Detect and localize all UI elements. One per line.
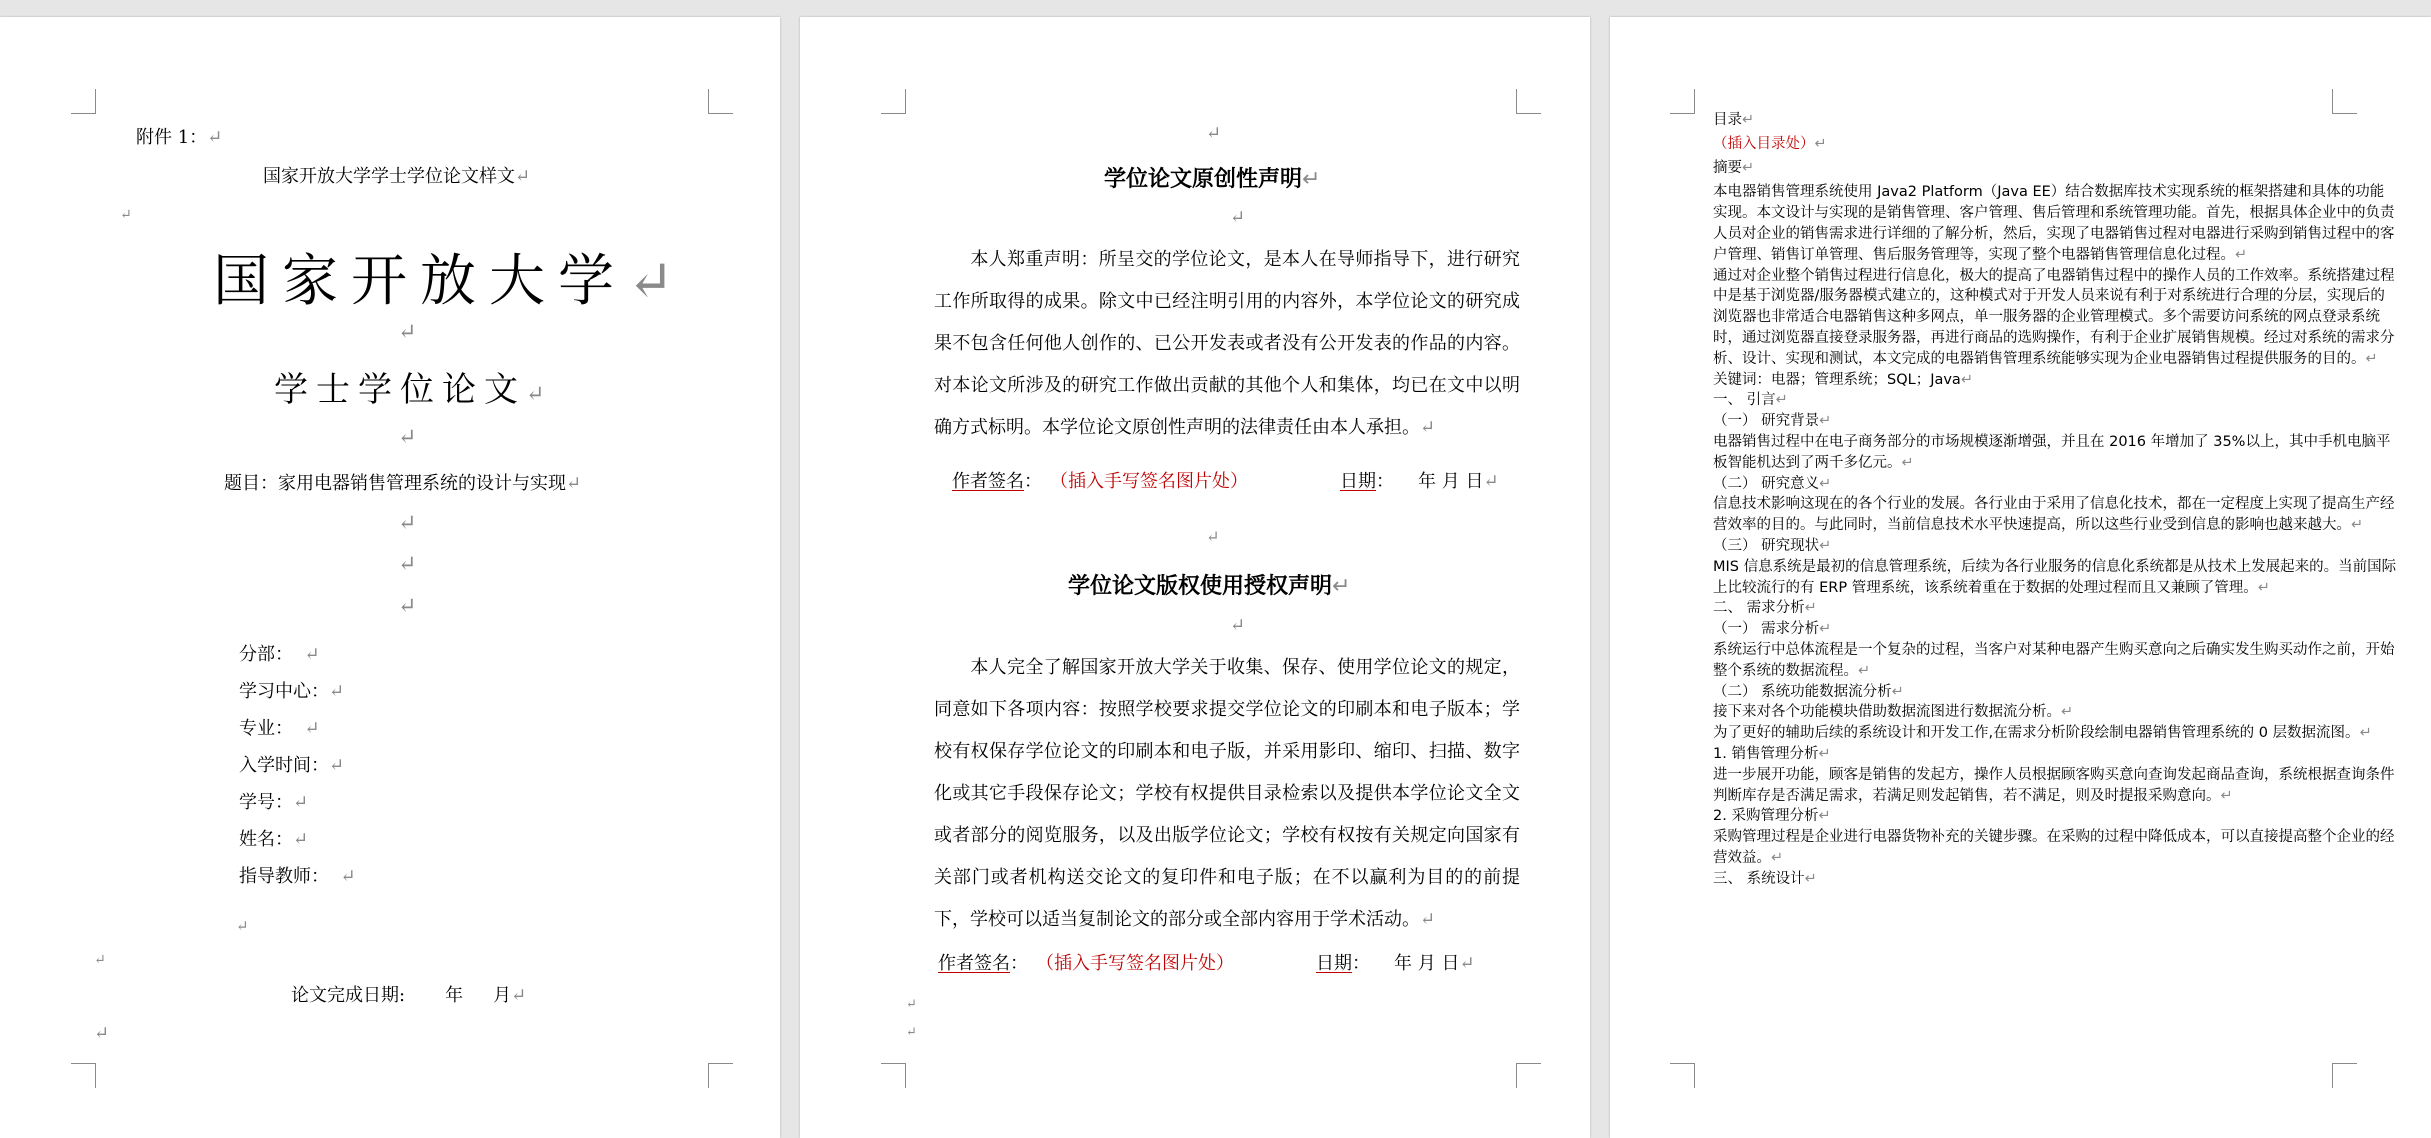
cover-page: 附件 1：↵ 国家开放大学学士学位论文样文↵ ↵ 国家开放大学↵ ↵ 学士学位论文↵ ↵ 题目：家用电器销售管理系统的设计与实现↵ ↵ ↵ ↵ 分部： ↵ 学习中心：↵ 专业： ↵ 入学时间：↵ 学号：↵ 姓名：↵ 指导教师： ↵ ↵ ↵ 论文完成日期: 年 月↵ ↵	[0, 17, 780, 1138]
degree-title: 学士学位论文	[274, 370, 526, 410]
completion-year: 年	[445, 985, 464, 1006]
insert-toc-placeholder: （插入目录处）	[1713, 135, 1815, 152]
section-system-design: 三、 系统设计	[1713, 870, 1805, 887]
declaration-page: ↵ 学位论文原创性声明↵ ↵ 本人郑重声明：所呈交的学位论文，是本人在导师指导下，进行研究工作所取得的成果。除文中已经注明引用的内容外，本学位论文的研究成果不包含任何他人创作的、已公开发表或者没有公开发表的作品的内容。对本论文所涉及的研究工作做出贡献的其他个人和集体，均已在文中以明确方式标明。本学位论文原创性声明的法律责任由本人承担。↵ 作者签名： （插入手写签名图片处） 日期： 年 月 日↵ ↵ 学位论文版权使用授权声明↵ ↵ 本人完全了解国家开放大学关于收集、保存、使用学位论文的规定，同意如下各项内容：按照学校要求提交学位论文的印刷本和电子版本；学校有权保存学位论文的印刷本和电子版，并采用影印、缩印、扫描、数字化或其它手段保存论文；学校有权提供目录检索以及提供本学位论文全文或者部分的阅览服务，以及出版学位论文；学校有权按有关规定向国家有关部门或者机构送交论文的复印件和电子版；在不以赢利为目的的前提下，学校可以适当复制论文的部分或全部内容用于学术活动。↵ 作者签名： （插入手写签名图片处） 日期： 年 月 日↵ ↵ ↵	[800, 17, 1590, 1138]
author-signature-label-2: 作者签名	[938, 953, 1010, 974]
contents-page	[1610, 17, 2431, 1138]
background-text: 电器销售过程中在电子商务部分的市场规模逐渐增强，并且在 2016 年增加了 35%以上，其中手机电脑平板智能机达到了两千多亿元。	[1713, 433, 2391, 471]
crop-mark	[71, 1063, 96, 1088]
item-purchase-analysis: 2. 采购管理分析	[1713, 808, 1819, 825]
annex-label: 附件 1：	[136, 127, 208, 148]
subsection-background: （一） 研究背景	[1713, 413, 1820, 430]
field-advisor: 指导教师：	[239, 866, 329, 887]
sales-analysis-text: 进一步展开功能，顾客是销售的发起方，操作人员根据顾客购买意向查询发起商品查询，系统根据查询条件判断库存是否满足需求，若满足则发起销售，若不满足，则及时提报采购意向。	[1713, 766, 2395, 804]
completion-month: 月	[493, 985, 512, 1006]
subsection-requirements: （一） 需求分析	[1713, 621, 1820, 638]
copyright-title: 学位论文版权使用授权声明	[1068, 574, 1333, 599]
subsection-significance: （二） 研究意义	[1713, 475, 1820, 492]
crop-mark	[708, 89, 733, 114]
section-introduction: 一、 引言	[1713, 392, 1776, 409]
crop-mark	[1516, 1063, 1541, 1088]
author-signature-label: 作者签名	[952, 471, 1024, 492]
subsection-status: （三） 研究现状	[1713, 537, 1820, 554]
contents-body: 目录↵ （插入目录处）↵ 摘要↵ 本电器销售管理系统使用 Java2 Platform（Java EE）结合数据库技术实现系统的框架搭建和具体的功能实现。本文设计与实现的是销售管理、客户管理、售后管理和系统管理功能。首先，根据具体企业中的负责人员对企业的销售需求进行详细的了解分析，然后，实现了电器销售过程对电器进行采购到销售过程中的客户管理、销售订单管理、售后服务管理等，实现了整个电器销售管理信息化过程。↵ 通过对企业整个销售过程进行信息化，极大的提高了电器销售过程中的操作人员的工作效率。系统搭建过程中是基于浏览器/服务器模式建立的，这种模式对于开发人员来说有利于对系统进行合理的分层，实现后的浏览器也非常适合电器销售这种多网点，单一服务器的企业管理模式。多个需要访问系统的网点登录系统时，通过浏览器直接登录服务器，再进行商品的选购操作，有利于企业扩展销售规模。经过对系统的需求分析、设计、实现和测试，本文完成的电器销售管理系统能够实现为企业电器销售过程提供服务的目的。↵ 关键词：电器；管理系统；SQL；Java↵ 一、 引言↵ （一） 研究背景↵ 电器销售过程中在电子商务部分的市场规模逐渐增强，并且在 2016 年增加了 35%以上，其中手机电脑平板智能机达到了两千多亿元。↵ （二） 研究意义↵ 信息技术影响这现在的各个行业的发展。各行业由于采用了信息化技术，都在一定程度上实现了提高生产经营效率的目的。与此同时，当前信息技术水平快速提高，所以这些行业受到信息的影响也越来越大。↵ （三） 研究现状↵ MIS 信息系统是最初的信息管理系统，后续为各行业服务的信息化系统都是从技术上发展起来的。当前国际上比较流行的有 ERP 管理系统，该系统着重在于数据的处理过程而且又兼顾了管理。↵ 二、 需求分析↵ （一） 需求分析↵ 系统运行中总体流程是一个复杂的过程，当客户对某种电器产生购买意向之后确实发生购买动作之前，开始整个系统的数据流程。↵ （二） 系统功能数据流分析↵ 接下来对各个功能模块借助数据流图进行数据流分析。↵ 为了更好的辅助后续的系统设计和开发工作,在需求分析阶段绘制电器销售管理系统的 0 层数据流图。↵ 1. 销售管理分析↵ 进一步展开功能，顾客是销售的发起方，操作人员根据顾客购买意向查询发起商品查询，系统根据查询条件判断库存是否满足需求，若满足则发起销售，若不满足，则及时提报采购意向。↵ 2. 采购管理分析↵ 采购管理过程是企业进行电器货物补充的关键步骤。在采购的过程中降低成本，可以直接提高整个企业的经营效益。↵ 三、 系统设计↵	[1713, 112, 2397, 887]
abstract-paragraph-1: 本电器销售管理系统使用 Java2 Platform（Java EE）结合数据库技术实现系统的框架搭建和具体的功能实现。本文设计与实现的是销售管理、客户管理、售后管理和系统管理功能。首先，根据具体企业中的负责人员对企业的销售需求进行详细的了解分析，然后，实现了电器销售过程对电器进行采购到销售过程中的客户管理、销售订单管理、售后服务管理等，实现了整个电器销售管理信息化过程。	[1713, 184, 2395, 263]
keywords: 关键词：电器；管理系统；SQL；Java	[1713, 371, 1961, 388]
insert-signature-placeholder-2: （插入手写签名图片处）	[1036, 953, 1234, 974]
subsection-dataflow: （二） 系统功能数据流分析	[1713, 683, 1892, 700]
crop-mark	[71, 89, 96, 114]
dataflow-text-2: 为了更好的辅助后续的系统设计和开发工作,在需求分析阶段绘制电器销售管理系统的 0 层数据流图。	[1713, 725, 2360, 742]
requirements-text: 系统运行中总体流程是一个复杂的过程，当客户对某种电器产生购买意向之后确实发生购买动作之前，开始整个系统的数据流程。	[1713, 641, 2395, 679]
crop-mark	[708, 1063, 733, 1088]
field-learning-center: 学习中心：	[239, 681, 329, 702]
thesis-topic: 题目：家用电器销售管理系统的设计与实现	[224, 473, 566, 494]
date-value: 年 月 日	[1418, 471, 1484, 492]
sample-title: 国家开放大学学士学位论文样文	[263, 166, 515, 187]
significance-text: 信息技术影响这现在的各个行业的发展。各行业由于采用了信息化技术，都在一定程度上实现了提高生产经营效率的目的。与此同时，当前信息技术水平快速提高，所以这些行业受到信息的影响也越来越大。	[1713, 496, 2395, 534]
crop-mark	[881, 89, 906, 114]
field-enrollment-time: 入学时间：	[239, 755, 329, 776]
crop-mark	[1670, 1063, 1695, 1088]
crop-mark	[881, 1063, 906, 1088]
status-text: MIS 信息系统是最初的信息管理系统，后续为各行业服务的信息化系统都是从技术上发展起来的。当前国际上比较流行的有 ERP 管理系统，该系统着重在于数据的处理过程而且又兼顾了管理。	[1713, 558, 2397, 596]
dataflow-text-1: 接下来对各个功能模块借助数据流图进行数据流分析。	[1713, 704, 2061, 721]
insert-signature-placeholder: （插入手写签名图片处）	[1050, 471, 1248, 492]
field-branch: 分部：	[239, 644, 293, 665]
crop-mark	[2332, 1063, 2357, 1088]
completion-date-label: 论文完成日期:	[291, 985, 406, 1006]
item-sales-analysis: 1. 销售管理分析	[1713, 745, 1819, 762]
date-value-2: 年 月 日	[1394, 953, 1460, 974]
field-student-id: 学号：	[239, 792, 293, 813]
abstract-paragraph-2: 通过对企业整个销售过程进行信息化，极大的提高了电器销售过程中的操作人员的工作效率。系统搭建过程中是基于浏览器/服务器模式建立的，这种模式对于开发人员来说有利于对系统进行合理的分层，实现后的浏览器也非常适合电器销售这种多网点，单一服务器的企业管理模式。多个需要访问系统的网点登录系统时，通过浏览器直接登录服务器，再进行商品的选购操作，有利于企业扩展销售规模。经过对系统的需求分析、设计、实现和测试，本文完成的电器销售管理系统能够实现为企业电器销售过程提供服务的目的。	[1713, 267, 2395, 367]
purchase-analysis-text: 采购管理过程是企业进行电器货物补充的关键步骤。在采购的过程中降低成本，可以直接提高整个企业的经营效益。	[1713, 829, 2395, 866]
abstract-heading: 摘要	[1713, 159, 1742, 176]
date-label-2: 日期	[1316, 953, 1352, 974]
crop-mark	[1516, 89, 1541, 114]
section-requirements: 二、 需求分析	[1713, 600, 1805, 617]
copyright-paragraph: 本人完全了解国家开放大学关于收集、保存、使用学位论文的规定，同意如下各项内容：按照学校要求提交学位论文的印刷本和电子版本；学校有权保存学位论文的印刷本和电子版，并采用影印、缩印、扫描、数字化或其它手段保存论文；学校有权提供目录检索以及提供本学位论文全文或者部分的阅览服务，以及出版学位论文；学校有权按有关规定向国家有关部门或者机构送交论文的复印件和电子版；在不以赢利为目的的前提下，学校可以适当复制论文的部分或全部内容用于学术活动。↵	[934, 657, 1520, 930]
originality-title: 学位论文原创性声明	[1104, 167, 1303, 192]
university-name: 国家开放大学	[213, 249, 627, 314]
field-major: 专业：	[239, 718, 293, 739]
date-label: 日期	[1340, 471, 1376, 492]
crop-mark	[1670, 89, 1695, 114]
originality-paragraph: 本人郑重声明：所呈交的学位论文，是本人在导师指导下，进行研究工作所取得的成果。除文中已经注明引用的内容外，本学位论文的研究成果不包含任何他人创作的、已公开发表或者没有公开发表的作品的内容。对本论文所涉及的研究工作做出贡献的其他个人和集体，均已在文中以明确方式标明。本学位论文原创性声明的法律责任由本人承担。↵	[934, 249, 1520, 438]
field-name: 姓名：	[239, 829, 293, 850]
toc-label: 目录	[1713, 112, 1742, 128]
